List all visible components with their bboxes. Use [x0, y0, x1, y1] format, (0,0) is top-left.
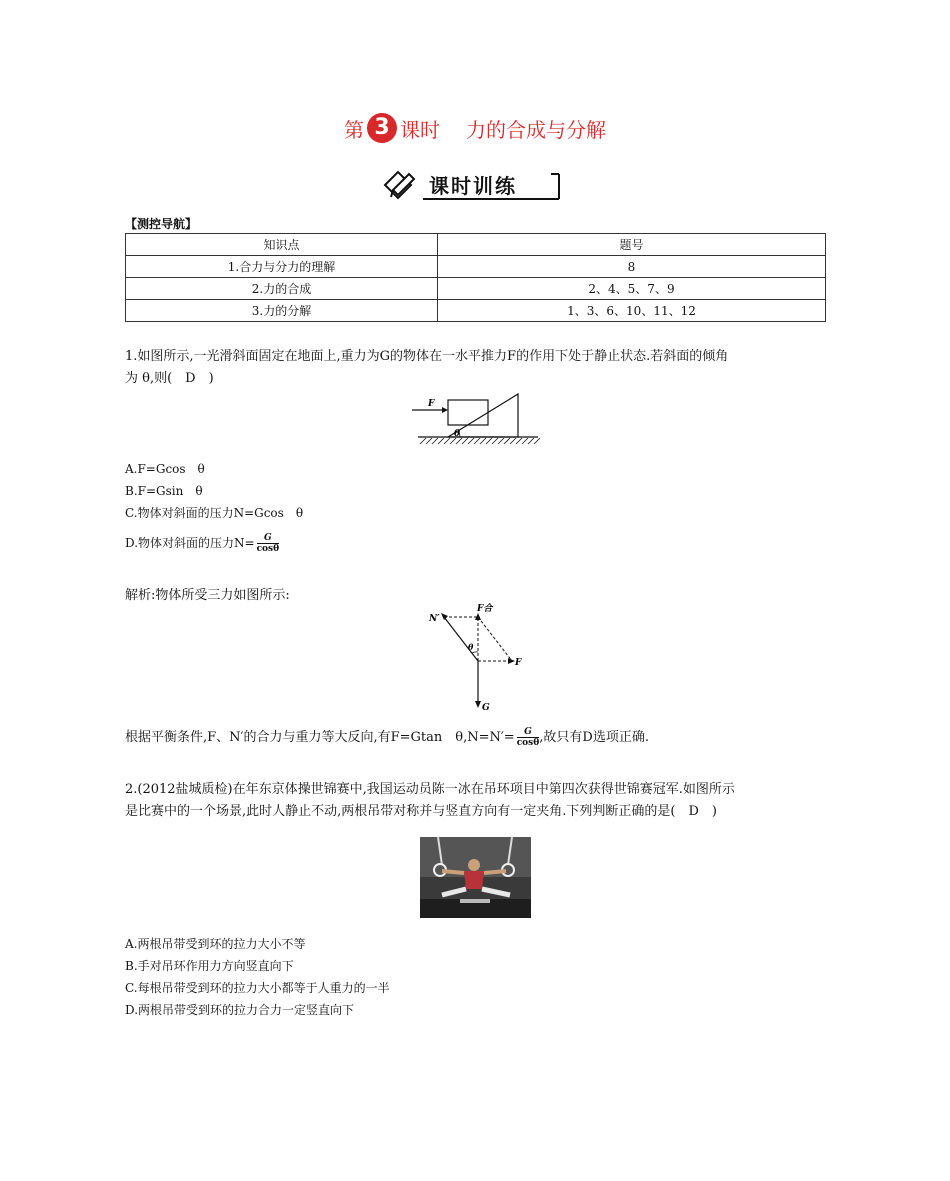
q1-option-c: C.物体对斜面的压力N=Gcos θ	[125, 506, 304, 520]
q1-option-b: B.F=Gsin θ	[125, 484, 203, 498]
section-banner	[381, 168, 561, 202]
fraction-denominator: cosθ	[516, 738, 540, 748]
q1-option-d-row	[125, 533, 279, 554]
nav-table	[125, 233, 826, 322]
header-question-numbers: 题号	[438, 234, 826, 256]
q1-stem-line1: 1.如图所示,一光滑斜面固定在地面上,重力为G的物体在一水平推力F的作用下处于静止状态.若斜面的倾角	[125, 349, 729, 364]
q1-stem	[125, 346, 845, 390]
table-row	[126, 300, 826, 322]
table-header-row	[126, 234, 826, 256]
banner-label: 课时训练	[429, 174, 517, 198]
table-cell: 2.力的合成	[126, 278, 438, 300]
table-row	[126, 256, 826, 278]
resultant-force-label: F合	[477, 604, 493, 614]
angle-label: θ	[454, 429, 461, 439]
f-label: F	[515, 658, 522, 668]
table-cell: 1、3、6、10、11、12	[438, 300, 826, 322]
header-knowledge: 知识点	[126, 234, 438, 256]
q2-option-b: B.手对吊环作用力方向竖直向下	[125, 959, 294, 973]
q2-option-c: C.每根吊带受到环的拉力大小都等于人重力的一半	[125, 981, 390, 995]
force-diagram	[425, 600, 530, 715]
q2-option-a: A.两根吊带受到环的拉力大小不等	[125, 937, 306, 951]
fraction-denominator: cosθ	[256, 544, 280, 554]
conclusion-fraction	[517, 727, 540, 748]
q1-option-a: A.F=Gcos θ	[125, 462, 205, 476]
fraction-numerator: G	[517, 727, 540, 738]
table-row	[126, 278, 826, 300]
q1-options	[125, 458, 303, 524]
q1-conclusion	[125, 727, 649, 749]
lesson-number-badge: 3	[367, 113, 397, 143]
theta-label: θ	[468, 642, 474, 652]
nav-heading: 【测控导航】	[125, 217, 198, 231]
q1-stem-line2: 为 θ,则( D )	[125, 371, 214, 386]
incline-figure	[410, 390, 540, 446]
force-label: F	[428, 399, 435, 409]
table-cell: 8	[438, 256, 826, 278]
q2-options	[125, 933, 390, 1021]
q1-analysis: 解析:物体所受三力如图所示:	[125, 588, 290, 603]
q2-option-d: D.两根吊带受到环的拉力合力一定竖直向下	[125, 1003, 355, 1017]
q2-stem-line1: 2.(2012盐城质检)在年东京体操世锦赛中,我国运动员陈一冰在吊环项目中第四次获得世锦赛冠军.如图所示	[125, 782, 735, 797]
title-topic: 力的合成与分解	[466, 117, 606, 142]
g-label: G	[482, 703, 490, 713]
n-prime-label: N′	[429, 614, 440, 624]
q2-stem	[125, 779, 845, 823]
fraction-numerator: G	[257, 533, 280, 544]
table-cell: 2、4、5、7、9	[438, 278, 826, 300]
gymnast-photo	[420, 837, 531, 918]
page-title	[0, 104, 950, 152]
title-suffix: 课时	[400, 117, 440, 142]
title-prefix: 第	[344, 117, 364, 142]
q2-stem-line2: 是比赛中的一个场景,此时人静止不动,两根吊带对称并与竖直方向有一定夹角.下列判断正确的是( D )	[125, 804, 717, 819]
table-cell: 1.合力与分力的理解	[126, 256, 438, 278]
conclusion-text-a: 根据平衡条件,F、N′的合力与重力等大反向,有F=Gtan θ,N=N′=	[125, 730, 515, 745]
gymnast-rings-image	[420, 837, 531, 918]
q1-option-d: D.物体对斜面的压力N=	[125, 536, 255, 550]
q1-option-d-fraction	[257, 533, 280, 554]
conclusion-text-b: ,故只有D选项正确.	[539, 730, 649, 745]
table-cell: 3.力的分解	[126, 300, 438, 322]
